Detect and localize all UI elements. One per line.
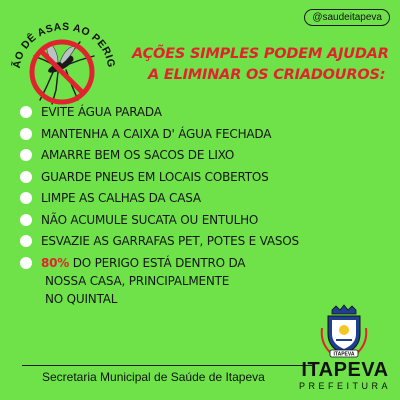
logo-arc-text: ÃO DÊ ASAS AO PERIG	[10, 20, 118, 70]
city-name: ITAPEVA	[301, 359, 389, 381]
list-item: MANTENHA A CAIXA D' ÁGUA FECHADA	[20, 125, 395, 143]
percent-highlight: 80%	[41, 255, 70, 270]
list-item: GUARDE PNEUS EM LOCAIS COBERTOS	[20, 168, 395, 186]
list-item-highlight: 80% DO PERIGO ESTÁ DENTRO DA NOSSA CASA, PRINCIPALMENTE NO QUINTAL	[20, 254, 395, 308]
no-mosquito-logo	[6, 20, 122, 110]
secretaria-label: Secretaria Municipal de Saúde de Itapeva	[42, 370, 265, 384]
list-item: AMARRE BEM OS SACOS DE LIXO	[20, 146, 395, 164]
bullet-icon	[20, 257, 32, 269]
list-item: EVITE ÁGUA PARADA	[20, 103, 395, 121]
headline-line-1: AÇÕES SIMPLES PODEM AJUDAR	[132, 46, 389, 62]
list-item: LIMPE AS CALHAS DA CASA	[20, 189, 395, 207]
social-handle[interactable]: @saudeitapeva	[304, 9, 390, 26]
itapeva-crest-icon	[318, 304, 370, 360]
bullet-icon	[20, 192, 32, 204]
bullet-icon	[20, 171, 32, 183]
footer-divider	[22, 365, 312, 366]
bullet-icon	[20, 214, 32, 226]
prefeitura-label: PREFEITURA	[298, 381, 391, 391]
bullet-icon	[20, 149, 32, 161]
bullet-icon	[20, 106, 32, 118]
tips-list	[20, 103, 395, 311]
list-item: NÃO ACUMULE SUCATA OU ENTULHO	[20, 211, 395, 229]
mosquito-prohibited-icon	[6, 20, 122, 110]
bullet-icon	[20, 128, 32, 140]
list-item: ESVAZIE AS GARRAFAS PET, POTES E VASOS	[20, 232, 395, 250]
headline-line-2: A ELIMINAR OS CRIADOUROS:	[148, 67, 386, 83]
crest-band-label: ITAPEVA	[333, 351, 355, 358]
headline	[132, 44, 394, 86]
bullet-icon	[20, 235, 32, 247]
